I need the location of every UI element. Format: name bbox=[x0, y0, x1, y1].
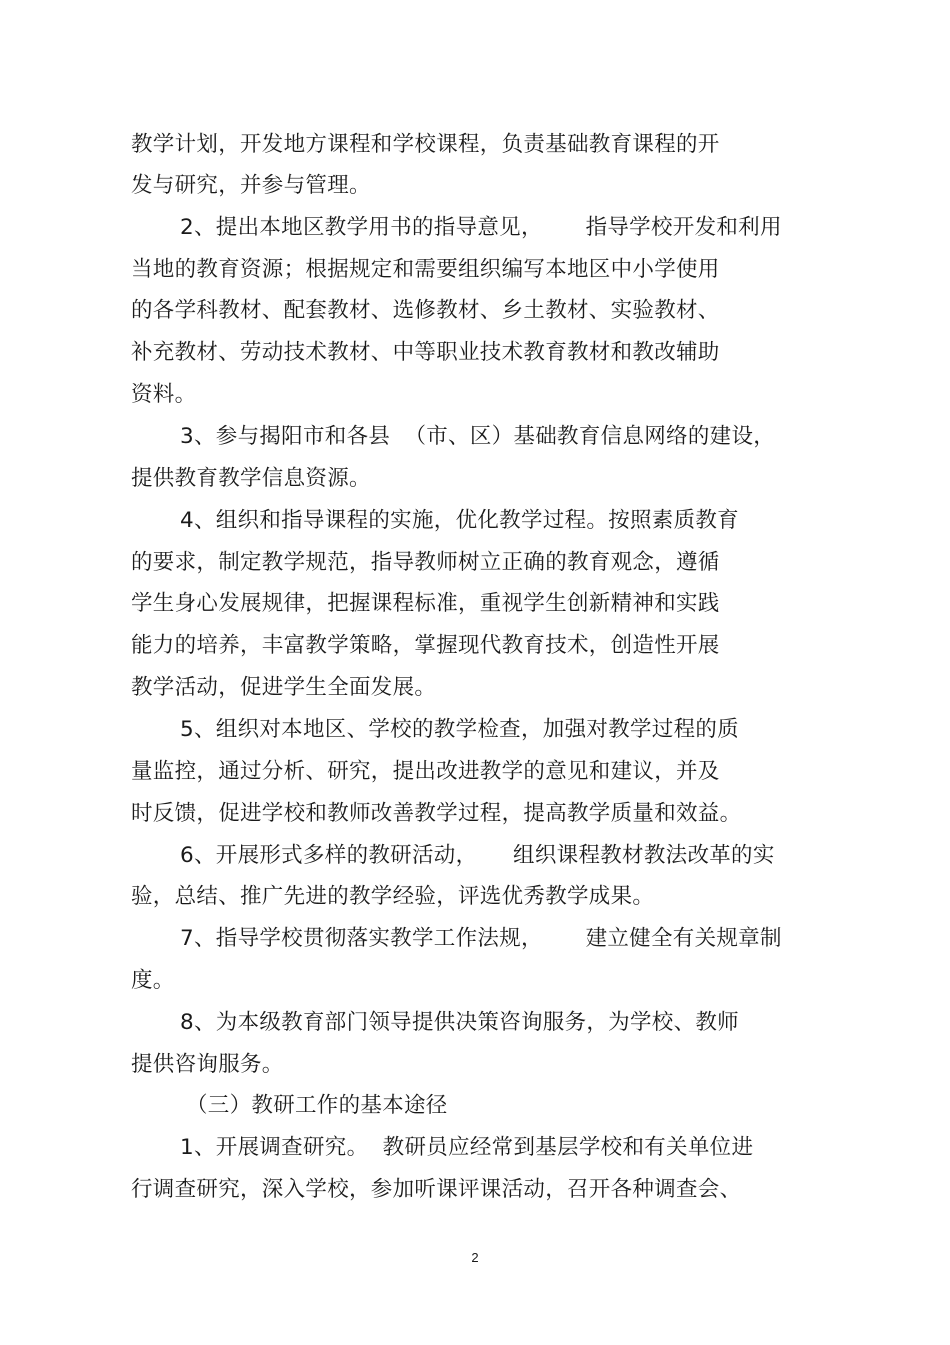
text-line: 学生身心发展规律，把握课程标准，重视学生创新精神和实践 bbox=[131, 591, 720, 616]
text-line: 教学计划，开发地方课程和学校课程，负责基础教育课程的开 bbox=[131, 132, 720, 157]
section-heading: （三）教研工作的基本途径 bbox=[186, 1093, 448, 1118]
text-line: 补充教材、劳动技术教材、中等职业技术教育教材和教改辅助 bbox=[131, 340, 720, 365]
text-line: 的各学科教材、配套教材、选修教材、乡土教材、实验教材、 bbox=[131, 298, 720, 323]
paragraph-start-line: 6、开展形式多样的教研活动， 组织课程教材教法改革的实 bbox=[180, 843, 775, 868]
text-line: 的要求，制定教学规范，指导教师树立正确的教育观念，遵循 bbox=[131, 550, 720, 575]
text-line: 提供教育教学信息资源。 bbox=[131, 466, 371, 491]
text-line: 资料。 bbox=[131, 382, 197, 407]
paragraph-start-line: 8、为本级教育部门领导提供决策咨询服务，为学校、教师 bbox=[180, 1010, 739, 1035]
paragraph-start-line: 3、参与揭阳市和各县 （市、区）基础教育信息网络的建设， bbox=[180, 424, 776, 449]
text-line: 行调查研究，深入学校，参加听课评课活动，召开各种调查会、 bbox=[131, 1177, 742, 1202]
text-line: 时反馈，促进学校和教师改善教学过程，提高教学质量和效益。 bbox=[131, 801, 742, 826]
page-number: 2 bbox=[471, 1250, 479, 1265]
paragraph-start-line: 2、提出本地区教学用书的指导意见， 指导学校开发和利用 bbox=[180, 215, 782, 240]
text-line: 教学活动，促进学生全面发展。 bbox=[131, 675, 437, 700]
text-line: 量监控，通过分析、研究，提出改进教学的意见和建议，并及 bbox=[131, 759, 720, 784]
paragraph-start-line: 4、组织和指导课程的实施，优化教学过程。按照素质教育 bbox=[180, 508, 739, 533]
paragraph-start-line: 7、指导学校贯彻落实教学工作法规， 建立健全有关规章制 bbox=[180, 926, 782, 951]
paragraph-start-line: 1、开展调查研究。 教研员应经常到基层学校和有关单位进 bbox=[180, 1135, 754, 1160]
text-line: 验，总结、推广先进的教学经验，评选优秀教学成果。 bbox=[131, 884, 655, 909]
text-line: 当地的教育资源；根据规定和需要组织编写本地区中小学使用 bbox=[131, 257, 720, 282]
text-line: 提供咨询服务。 bbox=[131, 1052, 284, 1077]
text-line: 能力的培养，丰富教学策略，掌握现代教育技术，创造性开展 bbox=[131, 633, 720, 658]
text-line: 发与研究，并参与管理。 bbox=[131, 173, 371, 198]
paragraph-start-line: 5、组织对本地区、学校的教学检查，加强对教学过程的质 bbox=[180, 717, 739, 742]
text-line: 度。 bbox=[131, 968, 175, 993]
